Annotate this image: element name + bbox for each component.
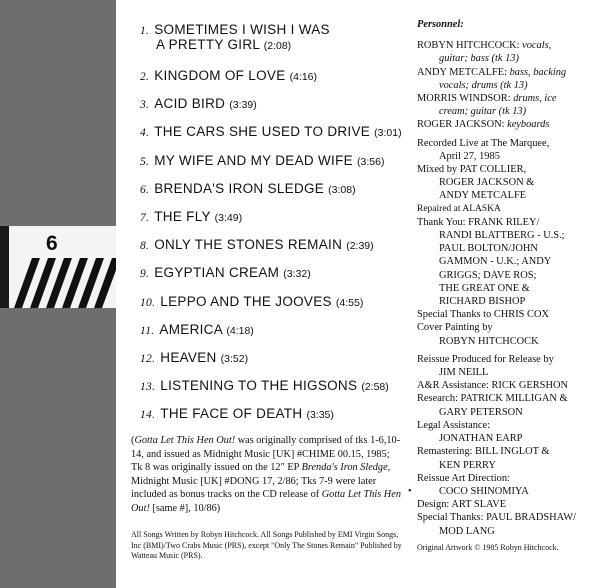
notes-text: , Midnight Music [UK] #DONG 17, 2/86; Tks 7-9 were later included as bonus tracks on the CD release of [131,462,391,501]
legal-line: Legal Assistance: [417,419,491,431]
track-number: 7. [140,212,150,224]
member-entry-cont [417,52,597,65]
notes-text: was originally comprised of tks 1-6,10-14, and issued as Midnight Music [UK] #CHIME 00.15, 1985; Tk 8 was originally issued on the 12" EP [131,435,401,474]
member-entry [417,66,597,79]
track-title: ACID BIRD [154,96,226,111]
track-number: 11. [140,325,155,337]
member-entry-cont [417,105,597,118]
cover-line: ROBYN HITCHCOCK [439,335,539,347]
track-number: 10. [140,297,156,309]
track-item [140,181,356,196]
member-role: vocals; drums (tk 13) [439,79,528,91]
track-item [140,237,374,252]
track-number: 8. [140,240,150,252]
track-number: 2. [140,71,150,83]
member-name: ROBYN HITCHCOCK: [417,40,523,52]
member-role: guitar; bass (tk 13) [439,53,519,65]
track-duration: (4:18) [226,325,254,337]
track-number: 1. [140,25,150,37]
track-duration: (3:35) [306,409,334,421]
track-item [140,124,402,139]
member-name: MORRIS WINDSOR: [417,93,514,105]
track-number: 5. [140,156,150,168]
track-item [140,209,242,224]
thanks-line: PAUL BOLTON/JOHN [439,243,538,255]
mixed-line: Mixed by PAT COLLIER, [417,164,527,176]
track-duration: (3:52) [220,353,249,365]
track-item [140,322,254,337]
member-name: ANDY METCALFE: [417,66,510,78]
track-duration: (4:16) [289,71,318,83]
reissue-line: Reissue Produced for Release by [417,353,554,365]
track-title: SOMETIMES I WISH I WAS [154,22,330,37]
special-thanks-line: Special Thanks to CHRIS COX [417,309,549,321]
repaired-line: Repaired at ALASKA [417,203,501,214]
track-number: 12. [140,353,156,365]
cover-art-strip [0,0,116,588]
track-title-cont: A PRETTY GIRL [156,37,260,52]
thanks-line: Thank You: FRANK RILEY/ [417,216,540,228]
personnel-header: Personnel: [417,19,464,30]
cover-line: Cover Painting by [417,322,493,334]
mixed-line: ROGER JACKSON & [439,177,535,189]
thanks-line: GRIGGS; DAVE ROS; [439,269,537,281]
personnel-credits [417,18,597,554]
member-role: cream; guitar (tk 13) [439,106,527,118]
album-title-ref: Gotta Let This Hen Out! [131,489,401,514]
track-duration: (3:32) [283,268,311,280]
member-role: vocals, [522,40,552,52]
release-notes: (Gotta Let This Hen Out! was originally comprised of tks 1-6,10-14, and issued as Midnight Music [UK] #CHIME 00.15, 1985; Tk 8 was originally issued on the 12" EP Brenda's Iron Sledge, Midnight Music [UK] #DONG 17, 2/86; Tks 7-9 were later included as bonus tracks on the CD release of Gotta Let This Hen Out! [same #], 10/86) [131,435,401,514]
grey-panel-bottom [0,308,116,588]
special-thanks-line: Special Thanks: PAUL BRADSHAW/ [417,512,576,524]
art-direction-line: COCO SHINOMIYA [439,485,529,497]
track-title: HEAVEN [160,350,217,365]
track-item [140,22,330,52]
track-duration: (2:58) [361,381,389,393]
thanks-line: RANDI BLATTBERG - U.S.; [439,230,565,242]
track-item [140,406,334,421]
album-title-ref: Gotta Let This Hen Out! [134,435,236,446]
track-duration: (3:39) [229,99,257,111]
remastering-line: KEN PERRY [439,459,496,471]
track-title: KINGDOM OF LOVE [154,68,286,83]
ep-title-ref: Brenda's Iron Sledge [301,462,388,474]
track-duration: (3:56) [357,156,385,168]
track-title: THE FLY [154,209,211,224]
track-title: THE FACE OF DEATH [160,406,303,421]
research-line: GARY PETERSON [439,406,523,418]
track-item [140,294,363,309]
publishing-credits: All Songs Written by Robyn Hitchcock. All Songs Published by EMI Virgin Songs, Inc (BMI)/Two Crabs Music (PRS), except "Only The Stones Remain" Published by Watteau Music (PRS). [131,530,402,560]
original-artwork-line: Original Artwork © 1985 Robyn Hitchcock. [417,542,559,552]
track-item [140,378,389,393]
thanks-line: THE GREAT ONE & [439,282,530,294]
research-line: Research: PATRICK MILLIGAN & [417,393,568,405]
special-thanks-line: MOD LANG [439,525,495,537]
member-role: drums, ice [513,93,557,105]
track-number: 9. [140,268,150,280]
track-duration: (4:55) [335,297,364,309]
art-direction-line: Reissue Art Direction: [417,472,510,484]
track-title: BRENDA'S IRON SLEDGE [154,181,325,196]
recorded-line: April 27, 1985 [439,150,500,162]
legal-line: JONATHAN EARP [439,433,523,445]
track-title: AMERICA [159,322,223,337]
track-duration: (3:08) [328,184,356,196]
grey-panel-top [0,0,116,226]
track-item [140,153,384,168]
member-entry-cont [417,79,597,92]
track-duration: (3:01) [374,127,402,139]
notes-text: [same #], 10/86) [149,502,221,514]
member-name: ROGER JACKSON: [417,119,508,131]
reissue-line: JIM NEILL [439,367,489,379]
track-title: LEPPO AND THE JOOVES [160,294,332,309]
track-duration: (2:08) [263,40,292,52]
track-title: THE CARS SHE USED TO DRIVE [154,124,371,139]
track-number: 3. [140,99,150,111]
track-item [140,350,248,365]
member-entry [417,39,597,52]
bullet-mark: • [408,486,412,497]
track-title: EGYPTIAN CREAM [154,265,280,280]
thanks-line: GAMMON - U.K.; ANDY [439,256,552,268]
member-role: keyboards [507,119,550,131]
track-item [140,68,317,83]
thanks-line: RICHARD BISHOP [439,296,526,308]
member-entry [417,92,597,105]
design-line: Design: ART SLAVE [417,499,507,511]
track-title: LISTENING TO THE HIGSONS [160,378,358,393]
track-number: 14. [140,409,156,421]
member-entry [417,118,597,131]
track-item [140,265,311,280]
mixed-line: ANDY METCALFE [439,190,527,202]
track-number: 4. [140,127,150,139]
track-title: ONLY THE STONES REMAIN [154,237,343,252]
track-number: 6. [140,184,150,196]
remastering-line: Remastering: BILL INGLOT & [417,446,550,458]
piano-keys-illustration [0,258,116,308]
member-role: bass, backing [509,66,567,78]
track-title: MY WIFE AND MY DEAD WIFE [154,153,353,168]
ar-line: A&R Assistance: RICK GERSHON [417,380,568,392]
recorded-line: Recorded Live at The Marquee, [417,137,550,149]
track-duration: (2:39) [346,240,374,252]
track-item [140,96,257,111]
page-number: 6 [46,232,58,255]
track-number: 13. [140,381,156,393]
track-duration: (3:49) [214,212,243,224]
